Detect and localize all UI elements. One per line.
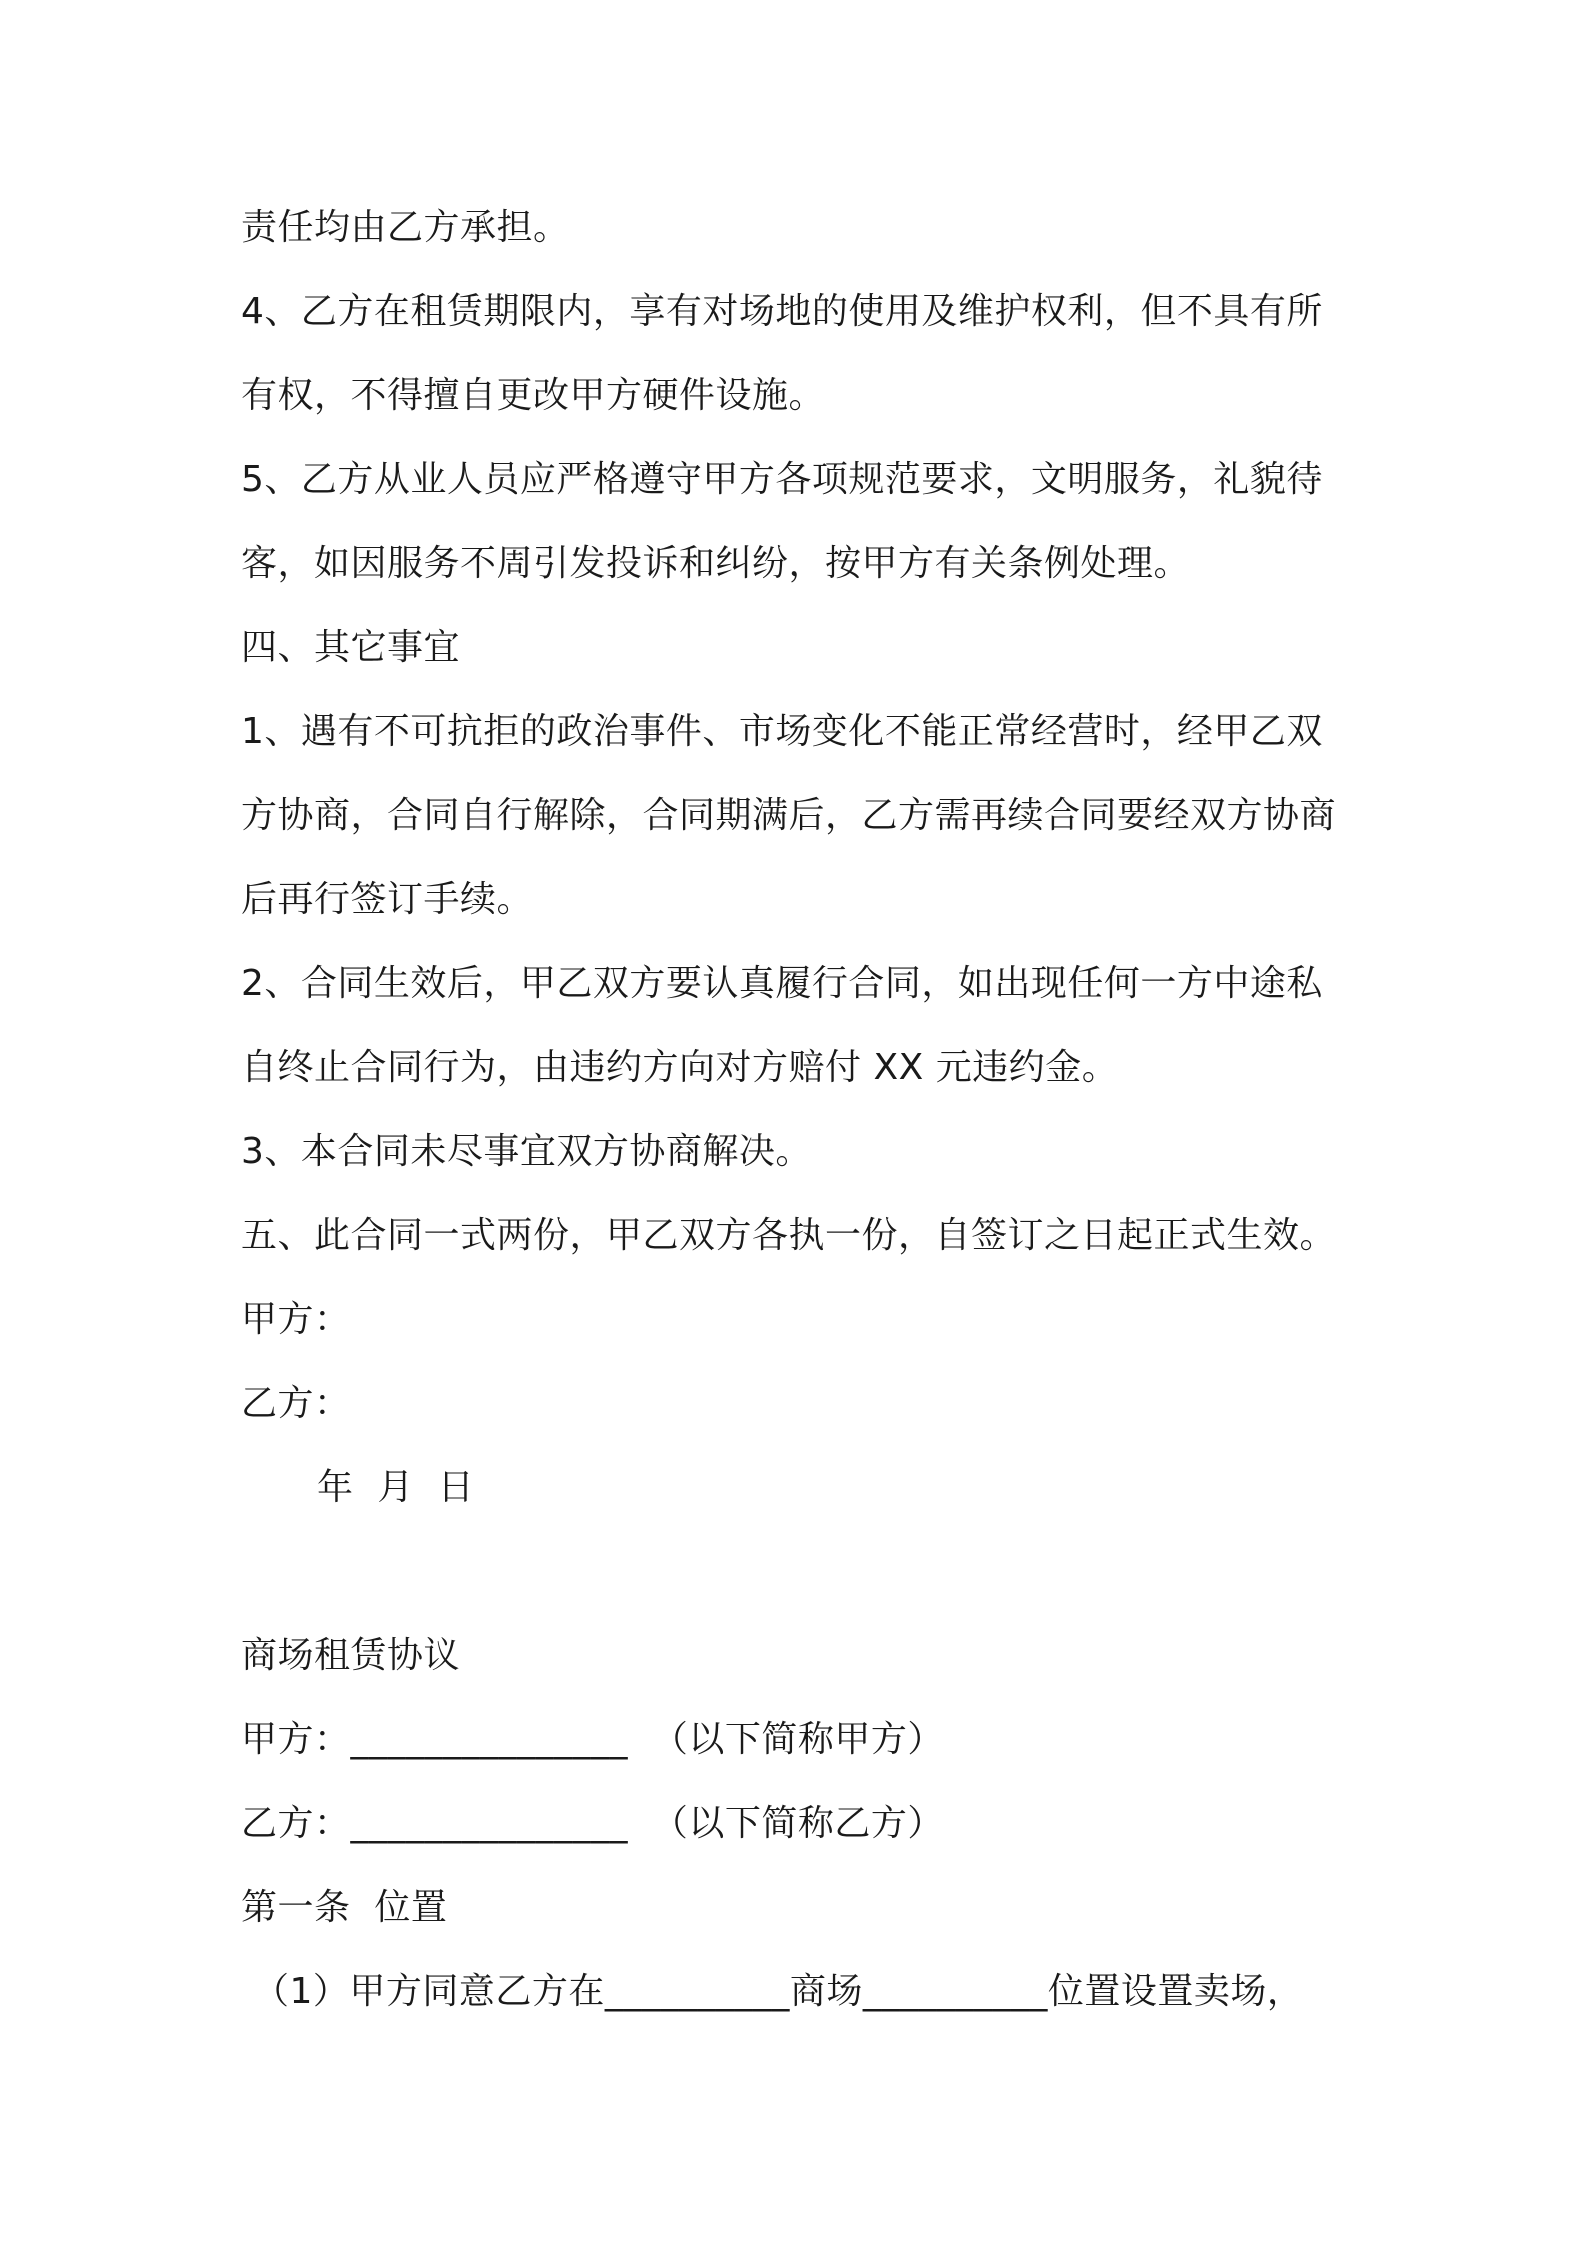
section-heading-4: 四、其它事宜	[241, 627, 461, 668]
clause-5-line-1: 5、乙方从业人员应严格遵守甲方各项规范要求，文明服务，礼貌待	[241, 459, 1323, 500]
item-1-line-2: 方协商，合同自行解除，合同期满后，乙方需再续合同要经双方协商	[241, 795, 1337, 836]
article-1-heading: 第一条 位置	[241, 1887, 448, 1928]
party-b-signature-label: 乙方：	[241, 1383, 351, 1424]
paragraph-line: 责任均由乙方承担。	[241, 207, 570, 248]
item-3-line: 3、本合同未尽事宜双方协商解决。	[241, 1131, 812, 1172]
item-2-line-2: 自终止合同行为，由违约方向对方赔付 XX 元违约金。	[241, 1047, 1119, 1088]
party-b-line: 乙方：_______________ （以下简称乙方）	[241, 1803, 944, 1844]
date-line: 年 月 日	[317, 1467, 475, 1508]
agreement-title: 商场租赁协议	[241, 1635, 461, 1676]
clause-5-line-2: 客，如因服务不周引发投诉和纠纷，按甲方有关条例处理。	[241, 543, 1191, 584]
article-1-item-1: （1）甲方同意乙方在__________商场__________位置设置卖场，	[253, 1971, 1304, 2012]
item-1-line-3: 后再行签订手续。	[241, 879, 534, 920]
section-5-line: 五、此合同一式两份，甲乙双方各执一份，自签订之日起正式生效。	[241, 1215, 1337, 1256]
clause-4-line-1: 4、乙方在租赁期限内，享有对场地的使用及维护权利，但不具有所	[241, 291, 1323, 332]
clause-4-line-2: 有权，不得擅自更改甲方硬件设施。	[241, 375, 826, 416]
item-2-line-1: 2、合同生效后，甲乙双方要认真履行合同，如出现任何一方中途私	[241, 963, 1323, 1004]
party-a-signature-label: 甲方：	[241, 1299, 351, 1340]
party-a-line: 甲方：_______________ （以下简称甲方）	[241, 1719, 944, 1760]
item-1-line-1: 1、遇有不可抗拒的政治事件、市场变化不能正常经营时，经甲乙双	[241, 711, 1323, 752]
